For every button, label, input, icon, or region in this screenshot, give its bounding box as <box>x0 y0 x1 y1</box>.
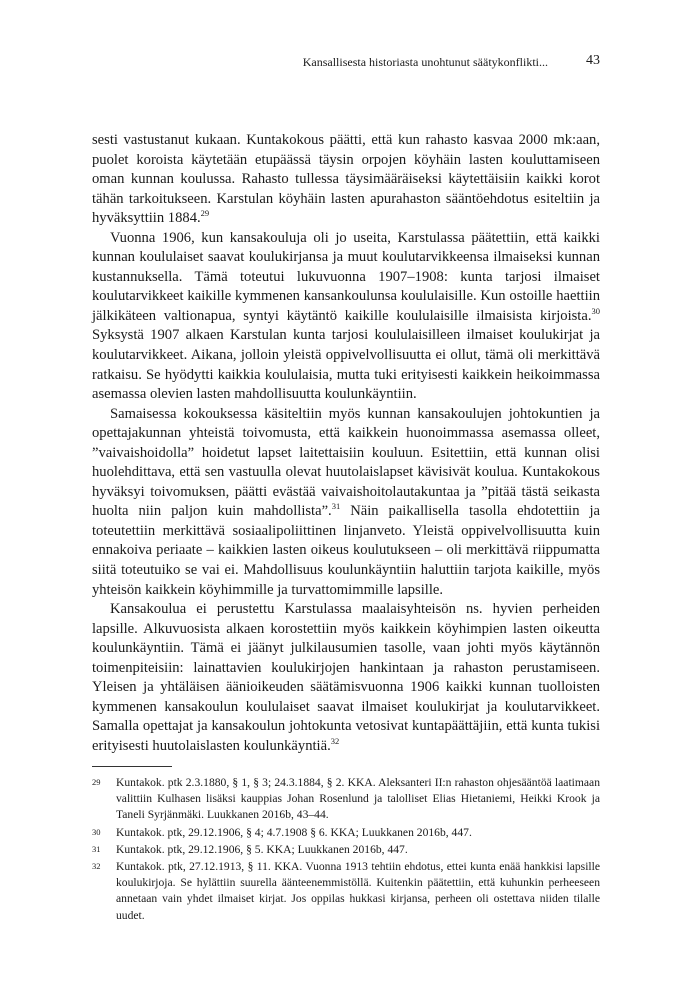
footnote <box>92 842 600 858</box>
main-text <box>92 131 600 757</box>
running-title: Kansallisesta historiasta unohtunut säätykonflikti... <box>302 55 548 69</box>
paragraph-text: Samaisessa kokouksessa käsiteltiin myös kunnan kansakoulujen johtokuntien ja opettajakunnan yhteistä toivomusta, että kaikkein huonoimmassa asemassa olleet, ”vaivaishoidolla” hoidetut lapset laitettaisiin kouluun. Esitettiin, että kunnan olisi huolehdittava, että sen vastuulla olevat huutolaislapset kävisivät koulua. Kuntakokous hyväksyi toivomuksen, päätti evästää vaivaishoitolautakuntaa ja ”pitää tästä seikasta huolta niin paljon kuin mahdollista”. <box>92 405 600 520</box>
footnote <box>92 859 600 924</box>
footnote-number: 29 <box>92 777 101 787</box>
page-number: 43 <box>586 53 600 68</box>
paragraph-text: sesti vastustanut kukaan. Kuntakokous päätti, että kun rahasto kasvaa 2000 mk:aan, puolet koroista käytetään etupäässä täysin orpojen köyhäin lasten kouluttamiseen oman kunnan koulussa. Rahasto tullessa täysimääräiseksi käytettäisiin kaikki korot tähän tarkoitukseen. Karstulan köyhäin lasten apurahaston sääntöehdotus esiteltiin ja hyväksyttiin 1884. <box>92 132 600 227</box>
paragraph-2 <box>92 229 600 405</box>
paragraph-text: Syksystä 1907 alkaen Karstulan kunta tarjosi koululaisilleen ilmaiset koulukirjat ja koulutarvikkeet. Aikana, jolloin yleistä oppivelvollisuutta ei ollut, tämä oli merkittävä ratkaisu. Se hyödytti kaikkia koululaisia, mutta tuki erityisesti kaikkein heikoimmassa asemassa olevien lasten mahdollisuutta koulunkäyntiin. <box>92 327 600 403</box>
footnote-number: 32 <box>92 861 101 872</box>
footnote <box>92 825 600 841</box>
footnote-text: Kuntakok. ptk, 29.12.1906, § 5. KKA; Luukkanen 2016b, 447. <box>116 842 408 856</box>
footnote-ref-30[interactable]: 30 <box>591 306 600 317</box>
footnote-ref-32[interactable]: 32 <box>330 736 340 747</box>
footnote-separator <box>92 766 172 767</box>
paragraph-3 <box>92 405 600 600</box>
paragraph-text: Näin paikallisella tasolla ehdotettiin ja toteutettiin merkittävä sosiaalipoliittinen linjanveto. Yleistä oppivelvollisuutta kuin ennakoiva periaate – kaikkien lasten oikeus koulutukseen – oli merkittävä riippumatta siitä toteutuiko se vai ei. Mahdollisuus koulunkäyntiin haluttiin tarjota kaikille, myös yhteisön kaikkein köyhimmille ja turvattomimmille lapsille. <box>92 503 600 598</box>
footnote-number: 30 <box>92 826 101 837</box>
footnote-ref-29[interactable]: 29 <box>200 208 210 219</box>
footnote-number: 31 <box>92 843 101 854</box>
footnote-ref-31[interactable]: 31 <box>331 501 341 512</box>
paragraph-1 <box>92 131 600 229</box>
footnote <box>92 775 600 824</box>
footnote-text: Kuntakok. ptk, 29.12.1906, § 4; 4.7.1908 § 6. KKA; Luukkanen 2016b, 447. <box>116 825 472 839</box>
footnotes <box>92 775 600 925</box>
paragraph-4 <box>92 600 600 756</box>
footnote-text: Kuntakok. ptk 2.3.1880, § 1, § 3; 24.3.1884, § 2. KKA. Aleksanteri II:n rahaston ohjesääntöä laatimaan valittiin Kulhasen lisäksi kauppias Johan Rosenlund ja talolliset Elias Hietaniemi, Heikki Krook ja Taneli Syrjänmäki. Luukkanen 2016b, 43–44. <box>116 776 600 822</box>
paragraph-text: Kansakoulua ei perustettu Karstulassa maalaisyhteisön ns. hyvien perheiden lapsille. Alkuvuosista alkaen korostettiin myös kaikkein köyhimpien lasten oikeutta koulunkäyntiin. Tämä ei jäänyt julkilausumien tasolle, vaan johti myös käytännön toimenpiteisiin: lainattavien koulukirjojen hankintaan ja rahaston perustamiseen. Yleisen ja yhtäläisen äänioikeuden säätämisvuonna 1906 kaikki kunnan tuolloisten kymmenen kansakoulun koululaiset saavat ilmaiset koulukirjat ja koulutarvikkeet. Samalla opettajat ja kansakoulun johtokunta vetosivat kuntapäättäjiin, että kunta tukisi erityisesti huutolaislasten koulunkäyntiä. <box>92 601 600 754</box>
paragraph-text: Vuonna 1906, kun kansakouluja oli jo useita, Karstulassa päätettiin, että kaikki kunnan koululaiset saavat koulukirjansa ja muut koulutarvikkeensa ilmaiseksi kunnan kustannuksella. Tämä toteutui lukuvuonna 1907–1908: kunta tarjosi ilmaiset koulutarvikkeet kaikille kymmenen kansankoulunsa koululaisille. Kun ostoille haettiin jälkikäteen valtionapua, syntyi käytäntö kaikille koululaisille ilmaisista kirjoista. <box>92 229 600 324</box>
footnote-text: Kuntakok. ptk, 27.12.1913, § 11. KKA. Vuonna 1913 tehtiin ehdotus, ettei kunta enää hankkisi lapsille koulukirjoja. Se hylättiin suurella äänteenemmistöllä. Kuitenkin päätettiin, että kuhunkin perheeseen annetaan vain yhdet ilmaiset kirjat. Jos oppilas hukkasi kirjansa, perheen oli ostettava niiden tilalle uudet. <box>116 860 600 922</box>
